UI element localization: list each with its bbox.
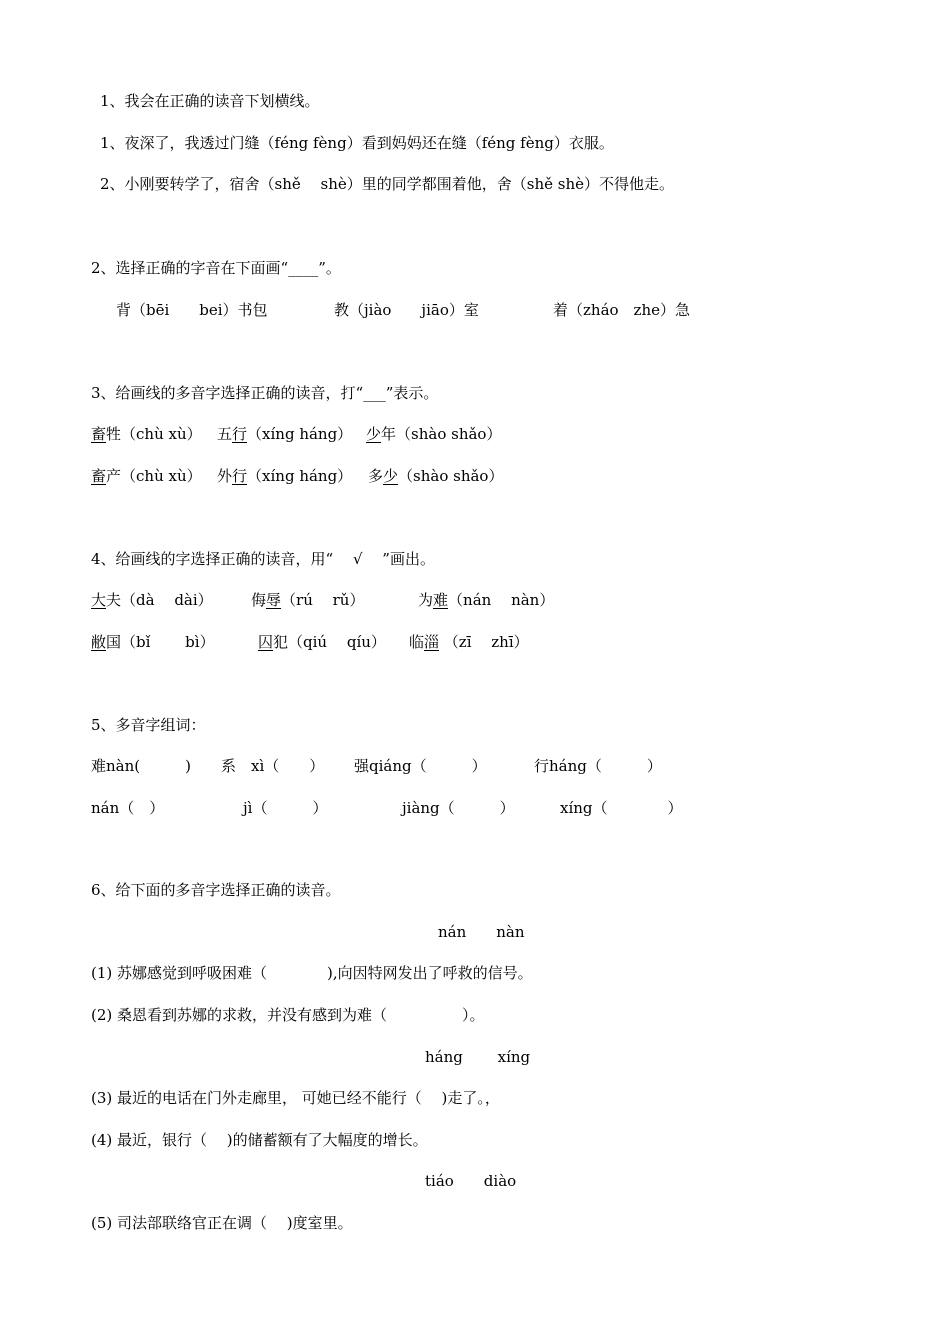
q1-line-2: 2、小刚要转学了，宿舍（shě shè）里的同学都围着他，舍（shě shè）不得他走。 [100,175,675,193]
q3-r1-item-2-pre: 五 [217,425,233,443]
q5-r2-item-4: xíng（ ） [560,799,683,817]
q3-r2-item-2-rest: （xíng háng） [247,467,353,485]
q5-r1-item-1: 难nàn( ) [91,757,191,775]
q4-r2-item-2-rest: 犯（qiú qíu） [273,633,386,651]
q4-r2-item-1 [91,632,215,652]
underlined-char: 难 [433,591,449,609]
q3-r1-item-2-rest: （xíng háng） [247,425,353,443]
q4-r1-item-2-rest: （rú rǔ） [281,591,365,609]
q4-r1-item-3-pre: 为 [418,591,434,609]
q2-item-3: 着（zháo zhe）急 [553,301,690,319]
underlined-char: 敝 [91,633,107,651]
underlined-char: 囚 [258,633,274,651]
underlined-char: 淄 [424,633,440,651]
q5-r2-item-2: jì（ ） [243,799,328,817]
underlined-char: 畜 [91,425,107,443]
q3-r1-item-3 [366,424,501,444]
q1-title: 1、我会在正确的读音下划横线。 [100,92,320,110]
q4-title: 4、给画线的字选择正确的读音，用“ √ ”画出。 [91,550,435,568]
q3-r1-item-1-rest: 牲（chù xù） [106,425,202,443]
q6-pinyin-1: nán nàn [438,923,525,941]
q3-r2-item-2-pre: 外 [217,467,233,485]
q4-r1-item-2 [251,590,364,610]
q4-r1-item-3 [418,590,554,610]
q6-sentence-4: (4) 最近，银行（ )的储蓄额有了大幅度的增长。 [91,1131,428,1149]
q4-r2-item-2 [258,632,386,652]
q2-item-2: 教（jiào jiāo）室 [334,301,479,319]
q3-r1-item-3-rest: 年（shào shǎo） [381,425,502,443]
q5-title: 5、多音字组词： [91,716,206,734]
underlined-char: 行 [232,467,248,485]
underlined-char: 辱 [266,591,282,609]
q3-title: 3、给画线的多音字选择正确的读音，打“___”表示。 [91,384,439,402]
q2-item-1: 背（bēi bei）书包 [116,301,268,319]
q6-sentence-2: (2) 桑恩看到苏娜的求救，并没有感到为难（ ）。 [91,1006,485,1024]
q3-r1-item-1 [91,424,202,444]
q5-r1-item-2: 系 xì（ ） [221,757,325,775]
q6-pinyin-2: háng xíng [425,1048,531,1066]
underlined-char: 少 [366,425,382,443]
q2-title: 2、选择正确的字音在下面画“____”。 [91,259,341,277]
q6-title: 6、给下面的多音字选择正确的读音。 [91,881,341,899]
q3-r2-item-3-pre: 多 [368,467,384,485]
q3-r2-item-2 [217,466,352,486]
q5-r2-item-3: jiàng（ ） [402,799,515,817]
q5-r2-item-1: nán（ ） [91,799,165,817]
q4-r2-item-1-rest: 国（bǐ bì） [106,633,215,651]
q4-r2-item-3 [409,632,529,652]
underlined-char: 畜 [91,467,107,485]
q3-r2-item-3 [368,466,503,486]
q4-r2-item-3-rest: （zī zhī） [439,633,529,651]
underlined-char: 大 [91,591,107,609]
q5-r1-item-3: 强qiáng（ ） [354,757,487,775]
q6-sentence-1: (1) 苏娜感觉到呼吸困难（ ),向因特网发出了呼救的信号。 [91,964,533,982]
q6-sentence-5: (5) 司法部联络官正在调（ )度室里。 [91,1214,353,1232]
q6-sentence-3: (3) 最近的电话在门外走廊里， 可她已经不能行（ )走了。， [91,1089,500,1107]
q4-r1-item-3-rest: （nán nàn） [448,591,555,609]
q3-r2-item-1 [91,466,202,486]
q3-r2-item-3-rest: （shào shǎo） [398,467,504,485]
underlined-char: 行 [232,425,248,443]
q1-line-1: 1、夜深了，我透过门缝（féng fèng）看到妈妈还在缝（féng fèng）衣服。 [100,134,614,152]
q4-r1-item-1-rest: 夫（dà dài） [106,591,213,609]
q5-r1-item-4: 行háng（ ） [534,757,662,775]
q3-r1-item-2 [217,424,352,444]
underlined-char: 少 [383,467,399,485]
q6-pinyin-3: tiáo diào [425,1172,517,1190]
q4-r1-item-1 [91,590,213,610]
q4-r1-item-2-pre: 侮 [251,591,267,609]
q3-r2-item-1-rest: 产（chù xù） [106,467,202,485]
q4-r2-item-3-pre: 临 [409,633,425,651]
